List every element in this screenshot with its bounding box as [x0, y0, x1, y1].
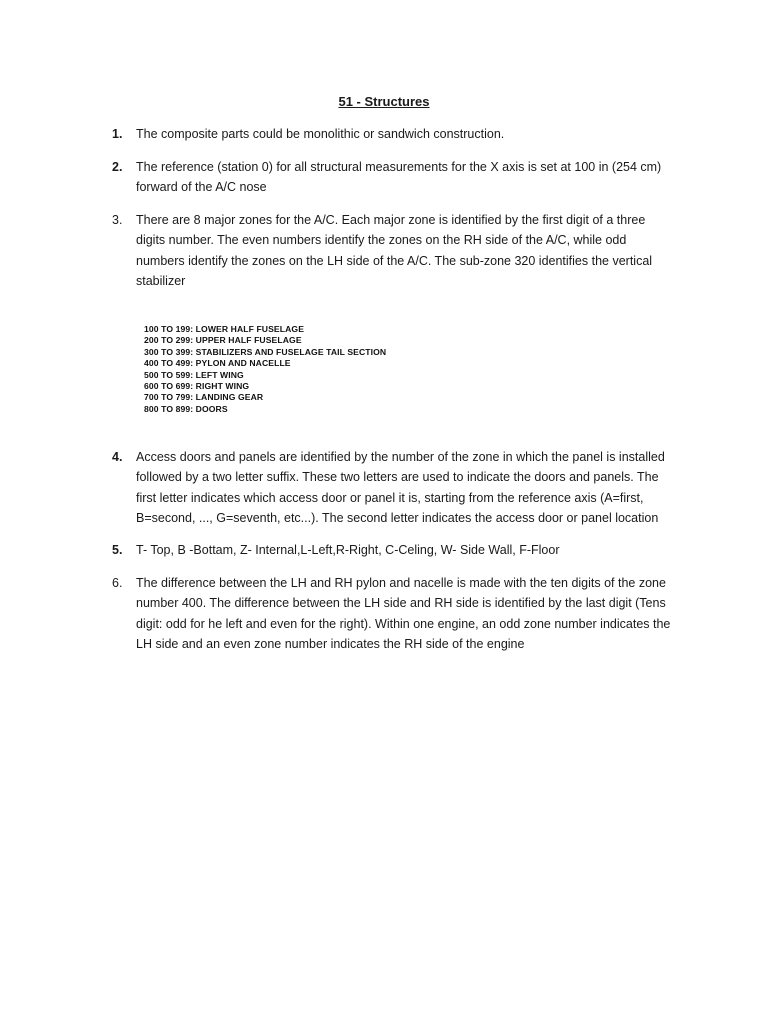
document-title: 51 - Structures [338, 94, 430, 109]
item-text: T- Top, B -Bottam, Z- Internal,L-Left,R-Right, C-Celing, W- Side Wall, F-Floor [136, 543, 560, 557]
item-text: The reference (station 0) for all structural measurements for the X axis is set at 100 in (254 cm) forward of the A/C nose [136, 160, 662, 195]
zone-list [144, 324, 444, 415]
list-item-2 [112, 157, 672, 198]
item-text: The difference between the LH and RH pylon and nacelle is made with the ten digits of the zone number 400. The difference between the LH side and RH side is identified by the last digit (Tens digit: odd for he left and even for the right). Within one engine, an odd zone number indicates the LH side and an even zone number indicates the RH side of the engine [136, 576, 671, 651]
list-item-1 [112, 124, 672, 144]
zone-row: 600 TO 699: RIGHT WING [144, 381, 250, 392]
zone-row: 400 TO 499: PYLON AND NACELLE [144, 358, 291, 369]
zone-row: 100 TO 199: LOWER HALF FUSELAGE [144, 324, 305, 334]
item-text: The composite parts could be monolithic or sandwich construction. [136, 127, 505, 141]
zone-row: 200 TO 299: UPPER HALF FUSELAGE [144, 335, 302, 346]
item-number: 4. [112, 450, 123, 464]
zone-row: 500 TO 599: LEFT WING [144, 369, 244, 380]
item-text: There are 8 major zones for the A/C. Each major zone is identified by the first digit of a three digits number. The even numbers identify the zones on the RH side of the A/C, while odd numbers identify the zones on the LH side of the A/C. The sub-zone 320 identifies the vertical stabilizer [136, 213, 653, 288]
item-number: 1. [112, 127, 123, 141]
list-item-6 [112, 573, 672, 654]
item-text: Access doors and panels are identified by the number of the zone in which the panel is installed followed by a two letter suffix. These two letters are used to indicate the doors and panels. The first letter indicates which access door or panel it is, starting from the reference axis (A=first, B=second, ..., G=seventh, etc...). The second letter indicates the access door or panel location [136, 450, 665, 525]
list-item-3 [112, 210, 672, 291]
list-item-5 [112, 540, 672, 560]
item-number: 3. [112, 213, 123, 227]
item-number: 2. [112, 160, 123, 174]
list-item-4 [112, 447, 672, 528]
zone-row: 700 TO 799: LANDING GEAR [144, 392, 264, 403]
zone-row: 800 TO 899: DOORS [144, 403, 228, 414]
zone-row: 300 TO 399: STABILIZERS AND FUSELAGE TAIL SECTION [144, 346, 387, 357]
item-number: 6. [112, 576, 123, 590]
item-number: 5. [112, 543, 123, 557]
